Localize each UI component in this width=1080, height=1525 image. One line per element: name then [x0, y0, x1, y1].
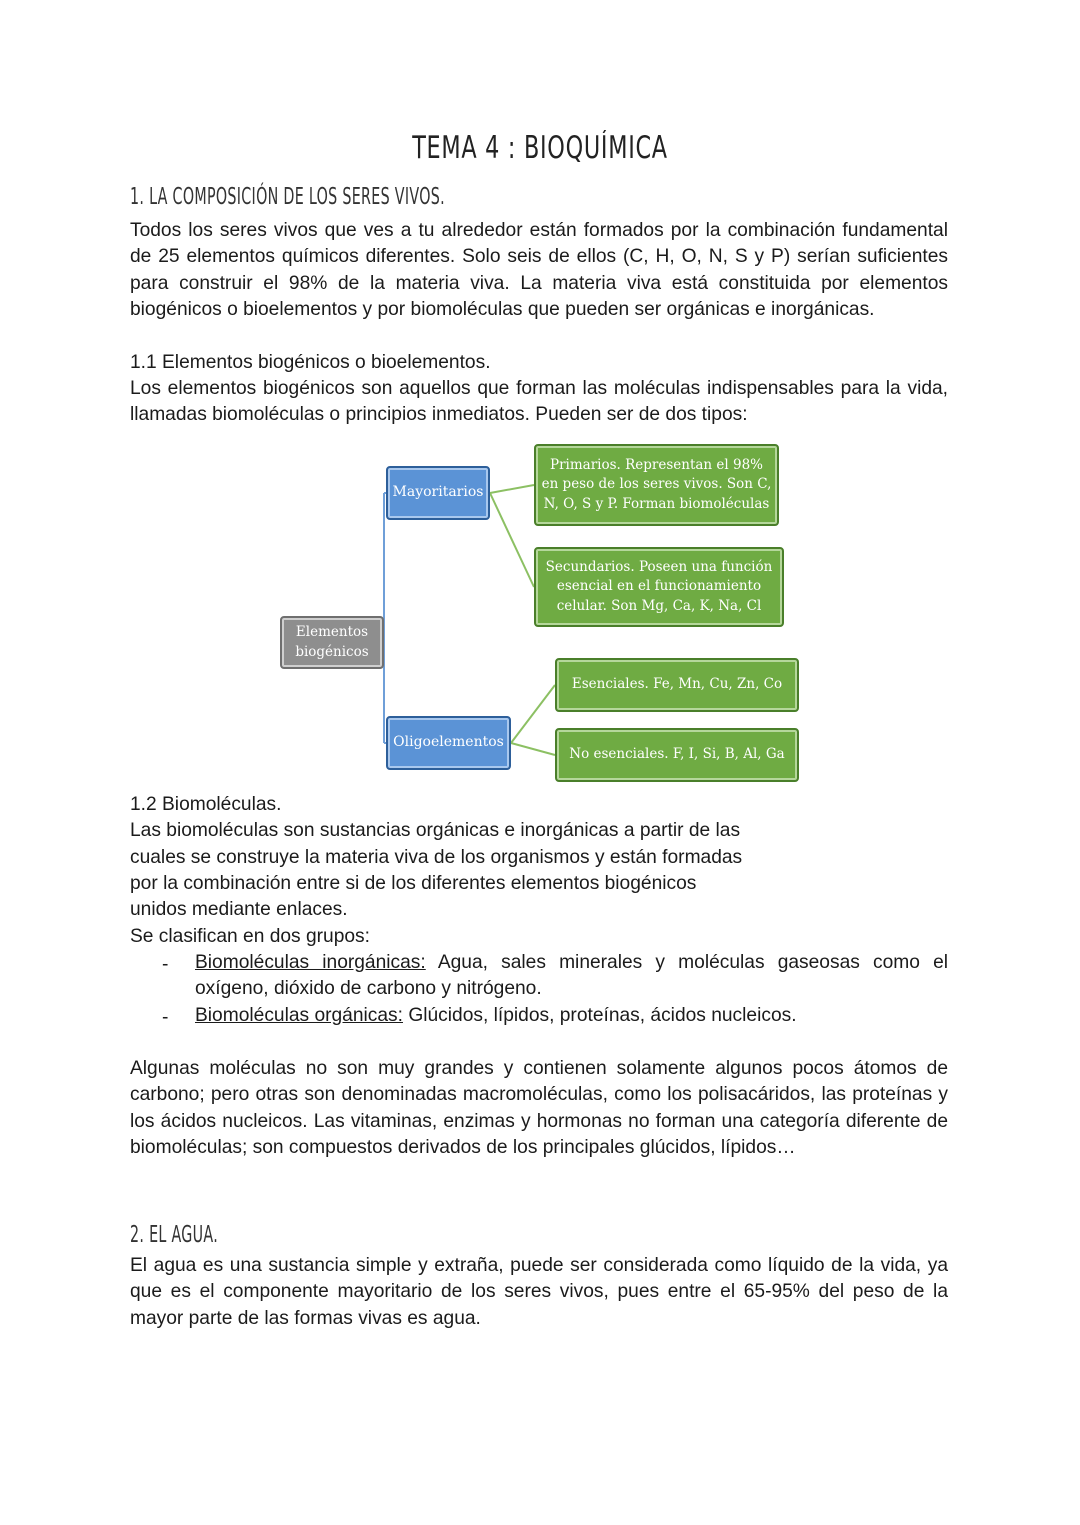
- subsection-1-2-line-1: Las biomoléculas son sustancias orgánicas e inorgánicas a partir de las: [130, 820, 741, 841]
- subsection-1-2-line-3: por la combinación entre si de los diferentes elementos biogénicos: [130, 873, 697, 894]
- subsection-1-1-text: Los elementos biogénicos son aquellos que forman las moléculas indispensables para la vida, llamadas biomoléculas o principios inmediatos. Pueden ser de dos tipos:: [130, 378, 948, 426]
- connector-mayoritarios-primarios: [490, 485, 534, 493]
- subsection-1-2-line-2: cuales se construye la materia viva de los organismos y están formadas: [130, 847, 743, 868]
- connector-oligo-esenciales: [511, 685, 555, 743]
- diagram-no-esenciales: No esenciales. F, I, Si, B, Al, Ga: [555, 728, 799, 782]
- diagram-primarios: Primarios. Representan el 98% en peso de los seres vivos. Son C, N, O, S y P. Forman biomoléculas: [534, 444, 779, 526]
- section-1-closing: Algunas moléculas no son muy grandes y contienen solamente algunos pocos átomos de carbono; pero otras son denominadas macromoléculas, como los polisacáridos, las proteínas y los ácidos nucleicos. Las vitaminas, enzimas y hormonas no forman una categoría diferente de biomoléculas; son compuestos derivados de los principales glúcidos, lípidos…: [130, 1058, 948, 1159]
- bullet-organicas: [195, 1003, 948, 1029]
- bullet-organicas-text: Glúcidos, lípidos, proteínas, ácidos nucleicos.: [402, 1005, 797, 1026]
- diagram-esenciales: Esenciales. Fe, Mn, Cu, Zn, Co: [555, 658, 799, 712]
- diagram-root-elementos-biogenicos: Elementos biogénicos: [280, 616, 384, 669]
- bullet-inorganicas-label: Biomoléculas inorgánicas:: [195, 952, 426, 973]
- section-2-heading: 2. EL AGUA.: [130, 1222, 219, 1248]
- section-1-heading: 1. LA COMPOSICIÓN DE LOS SERES VIVOS.: [130, 184, 445, 210]
- diagram-secundarios: Secundarios. Poseen una función esencial en el funcionamiento celular. Son Mg, Ca, K, Na, Cl: [534, 547, 784, 627]
- bullet-dash: -: [162, 954, 169, 975]
- connector-oligo-no-esenciales: [511, 743, 555, 755]
- section-2-text: El agua es una sustancia simple y extraña, puede ser considerada como líquido de la vida, ya que es el componente mayoritario de los seres vivos, pues entre el 65-95% del peso de la mayor parte de las formas vivas es agua.: [130, 1255, 948, 1329]
- bullet-inorganicas-text: Agua, sales minerales y moléculas gaseosas como el oxígeno, dióxido de carbono y nitrógeno.: [195, 952, 948, 1000]
- section-1-intro: Todos los seres vivos que ves a tu alrededor están formados por la combinación fundamental de 25 elementos químicos diferentes. Solo seis de ellos (C, H, O, N, S y P) serían suficientes para construir el 98% de la materia viva. La materia viva está constituida por elementos biogénicos o bioelementos y por biomoléculas que pueden ser orgánicas e inorgánicas.: [130, 220, 948, 321]
- connector-mayoritarios-secundarios: [490, 493, 534, 587]
- diagram-mayoritarios: Mayoritarios: [386, 466, 490, 520]
- bullet-inorganicas: [195, 950, 948, 1003]
- bullet-organicas-label: Biomoléculas orgánicas:: [195, 1005, 403, 1026]
- subsection-1-2-line-5: Se clasifican en dos grupos:: [130, 926, 370, 947]
- subsection-1-2-line-4: unidos mediante enlaces.: [130, 899, 348, 920]
- subsection-1-2-title: 1.2 Biomoléculas.: [130, 794, 282, 815]
- subsection-1-1-title: 1.1 Elementos biogénicos o bioelementos.: [130, 352, 491, 373]
- diagram-oligoelementos: Oligoelementos: [386, 716, 511, 770]
- bullet-dash: -: [162, 1007, 169, 1028]
- page-title: TEMA 4 : BIOQUÍMICA: [412, 130, 668, 166]
